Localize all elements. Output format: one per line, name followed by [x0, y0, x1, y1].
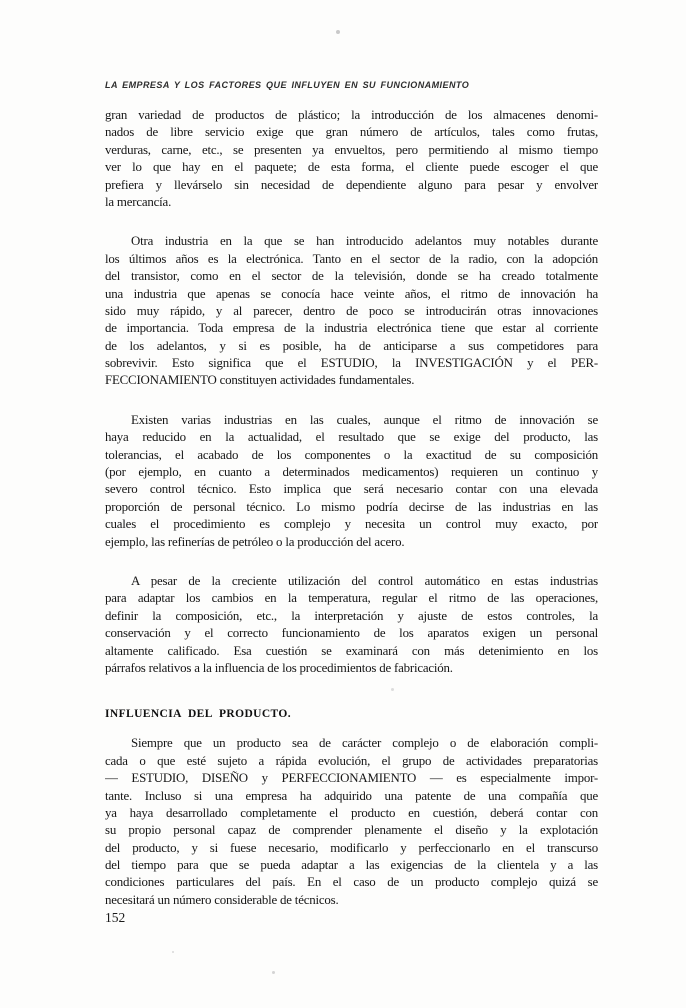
text-line: conservación y el correcto funcionamiento de los aparatos exigen un personal — [105, 626, 598, 641]
text-line: de los adelantos, y si es posible, ha de anticiparse a sus competidores para — [105, 338, 598, 353]
running-header: LA EMPRESA Y LOS FACTORES QUE INFLUYEN EN SU FUNCIONAMIENTO — [105, 80, 470, 90]
text-line: FECCIONAMIENTO constituyen actividades fundamentales. — [105, 373, 415, 388]
section-heading: INFLUENCIA DEL PRODUCTO. — [105, 708, 292, 721]
text-line: ver lo que hay en el paquete; de esta forma, el cliente puede escoger el que — [105, 160, 598, 175]
text-line: su propio personal capaz de comprender plenamente el diseño y la explotación — [105, 823, 598, 838]
text-line: proporción de personal técnico. Lo mismo podría decirse de las industrias en las — [105, 499, 598, 514]
text-line: los últimos años es la electrónica. Tanto en el sector de la radio, con la adopción — [105, 251, 598, 266]
text-line: del tiempo para que se pueda adaptar a las exigencias de la clientela y a las — [105, 858, 598, 873]
text-line: A pesar de la creciente utilización del control automático en estas industrias — [131, 573, 598, 588]
text-line: cada o que esté sujeto a rápida evolución, el grupo de actividades preparatorias — [105, 753, 598, 768]
paragraph — [105, 412, 598, 551]
text-line: verduras, carne, etc., se presenten ya envueltos, pero permitiendo al mismo tiempo — [105, 142, 598, 157]
text-line: sido muy rápido, y al parecer, dentro de poco se introducirán otras innovaciones — [105, 303, 598, 318]
text-line: nados de libre servicio exige que gran número de artículos, tales como frutas, — [105, 125, 598, 140]
text-line: severo control técnico. Esto implica que será necesario contar con una elevada — [105, 482, 598, 497]
text-line: ya haya desarrollado completamente el producto en cuestión, deberá contar con — [105, 805, 598, 820]
text-line: gran variedad de productos de plástico; la introducción de los almacenes denomi- — [105, 108, 598, 122]
scan-speck — [172, 951, 174, 953]
text-line: Otra industria en la que se han introducido adelantos muy notables durante — [131, 234, 598, 249]
scan-speck — [336, 30, 340, 34]
paragraph — [105, 735, 598, 909]
paragraph — [105, 573, 598, 677]
scan-speck — [272, 971, 275, 974]
text-line: tolerancias, el acabado de los componentes o la exactitud de su composición — [105, 447, 598, 462]
text-line: de importancia. Toda empresa de la industria electrónica tiene que estar al corriente — [105, 321, 598, 336]
text-line: Siempre que un producto sea de carácter complejo o de elaboración compli- — [131, 736, 598, 751]
text-line: párrafos relativos a la influencia de los procedimientos de fabricación. — [105, 660, 453, 675]
text-line: prefiera y llevárselo sin necesidad de dependiente alguno para pesar y envolver — [105, 177, 598, 192]
text-line: definir la composición, etc., la interpretación y ajuste de estos controles, la — [105, 608, 598, 623]
text-line: condiciones particulares del país. En el caso de un producto complejo quizá se — [105, 875, 598, 890]
page-number: 152 — [105, 910, 126, 925]
paragraph — [105, 233, 598, 390]
paragraph — [105, 107, 598, 211]
text-line: altamente calificado. Esa cuestión se examinará con más detenimiento en los — [105, 643, 598, 658]
text-line: del transistor, como en el sector de la televisión, donde se ha creado totalmente — [105, 269, 598, 284]
text-line: para adaptar los cambios en la temperatura, regular el ritmo de las operaciones, — [105, 591, 598, 606]
text-line: una industria que apenas se conocía hace veinte años, el ritmo de innovación ha — [105, 286, 598, 301]
text-line: cuales el procedimiento es complejo y necesita un control muy exacto, por — [105, 517, 598, 532]
text-line: — ESTUDIO, DISEÑO y PERFECCIONAMIENTO — es especialmente impor- — [105, 771, 598, 786]
scan-speck — [391, 688, 394, 691]
text-line: haya reducido en la actualidad, el resultado que se exige del producto, las — [105, 430, 598, 445]
text-line: Existen varias industrias en las cuales, aunque el ritmo de innovación se — [131, 412, 598, 427]
text-line: del producto, y si fuese necesario, modificarlo y perfeccionarlo en el transcurso — [105, 840, 598, 855]
text-line: sobrevivir. Esto significa que el ESTUDIO, la INVESTIGACIÓN y el PER- — [105, 356, 598, 371]
text-line: tante. Incluso si una empresa ha adquirido una patente de una compañía que — [105, 788, 598, 803]
text-line: la mercancía. — [105, 194, 172, 209]
text-line: ejemplo, las refinerías de petróleo o la producción del acero. — [105, 534, 405, 549]
text-line: necesitará un número considerable de técnicos. — [105, 892, 339, 907]
body-text — [105, 107, 598, 931]
text-line: (por ejemplo, en cuanto a determinados medicamentos) requieren un continuo y — [105, 465, 598, 480]
